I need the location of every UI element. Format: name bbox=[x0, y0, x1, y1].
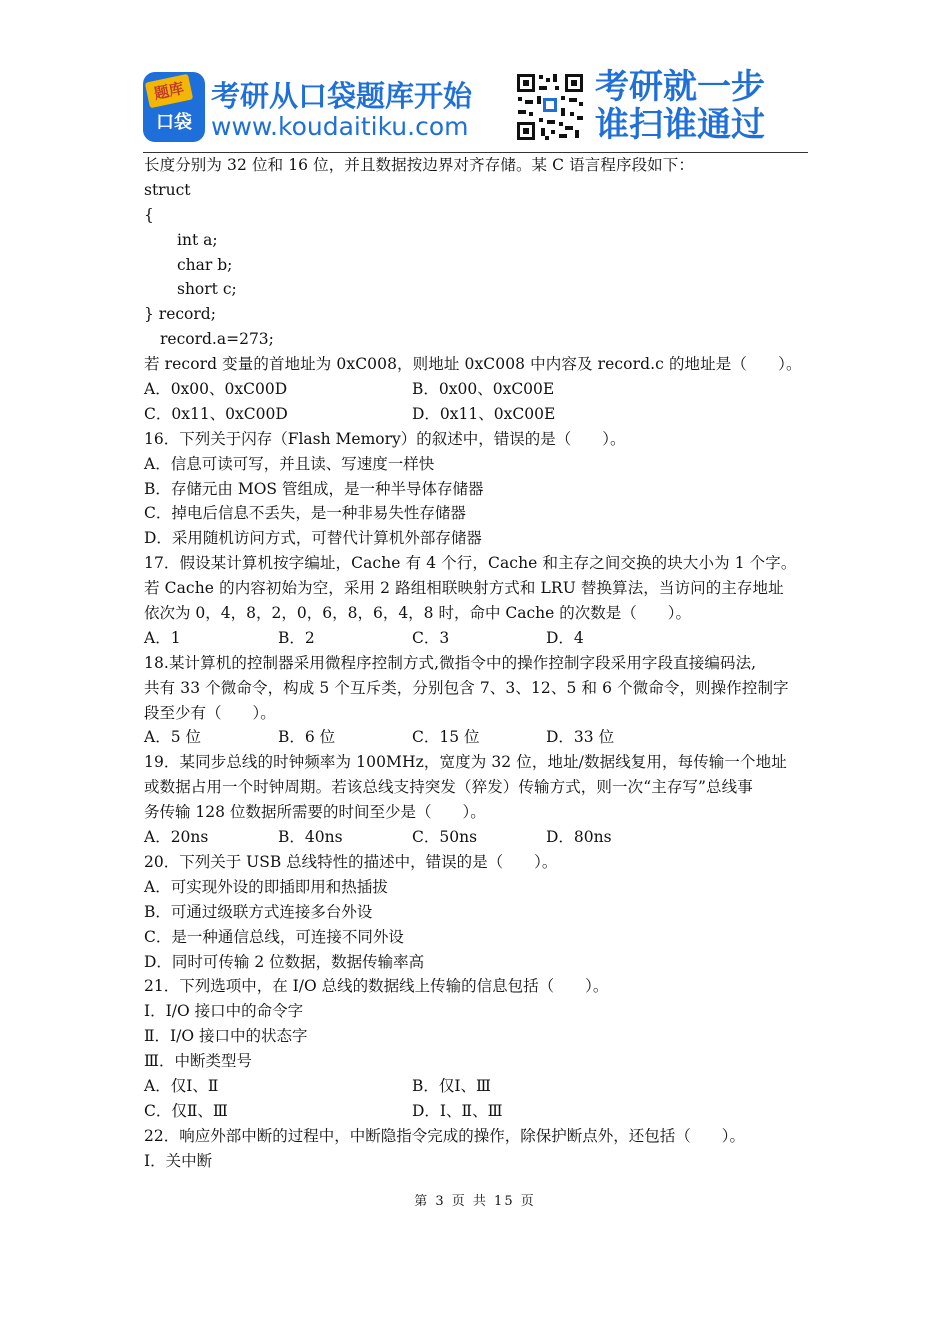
question-18-stem: 18.某计算机的控制器采用微程序控制方式,微指令中的操作控制字段采用字段直接编码法, bbox=[144, 653, 757, 672]
option-a: A．0x00、0xC00D bbox=[144, 380, 288, 399]
question-21-stem: 21．下列选项中，在 I/O 总线的数据线上传输的信息包括（ ）。 bbox=[144, 977, 609, 996]
code-line: char b; bbox=[177, 255, 233, 274]
question-18-options bbox=[144, 725, 814, 750]
option-a: A．1 bbox=[144, 628, 181, 647]
slogan-right-line2: 谁扫谁通过 bbox=[595, 105, 765, 145]
question-16-stem: 16．下列关于闪存（Flash Memory）的叙述中，错误的是（ ）。 bbox=[144, 429, 626, 448]
question-21-options-row2 bbox=[144, 1099, 814, 1124]
statement-i: Ⅰ．I/O 接口中的命令字 bbox=[144, 1002, 304, 1021]
option-c: C．是一种通信总线，可连接不同外设 bbox=[144, 927, 404, 946]
qr-code-icon bbox=[515, 72, 585, 142]
option-d: D．0x11、0xC00E bbox=[412, 404, 556, 423]
option-b: B．存储元由 MOS 管组成，是一种半导体存储器 bbox=[144, 479, 484, 498]
option-d: D．Ⅰ、Ⅱ、Ⅲ bbox=[412, 1101, 503, 1120]
code-line: { bbox=[144, 205, 154, 224]
option-b: B．6 位 bbox=[278, 728, 336, 747]
statement-ii: Ⅱ．I/O 接口中的状态字 bbox=[144, 1027, 308, 1046]
option-a: A．可实现外设的即插即用和热插拔 bbox=[144, 877, 388, 896]
slogan-right bbox=[595, 68, 765, 144]
option-d: D．同时可传输 2 位数据，数据传输率高 bbox=[144, 952, 425, 971]
code-line: short c; bbox=[177, 280, 237, 299]
option-b: B．仅Ⅰ、Ⅲ bbox=[412, 1076, 491, 1095]
question-15-options-row2 bbox=[144, 402, 814, 427]
option-c: C．仅Ⅱ、Ⅲ bbox=[144, 1101, 228, 1120]
option-a: A．5 位 bbox=[144, 728, 201, 747]
code-line: record.a=273; bbox=[160, 330, 274, 349]
question-15-stem: 若 record 变量的首地址为 0xC008，则地址 0xC008 中内容及 record.c 的地址是（ ）。 bbox=[144, 355, 802, 374]
statement-iii: Ⅲ．中断类型号 bbox=[144, 1052, 252, 1071]
question-19-options bbox=[144, 825, 814, 850]
code-line: int a; bbox=[177, 230, 218, 249]
question-22-stem: 22．响应外部中断的过程中，中断隐指令完成的操作，除保护断点外，还包括（ ）。 bbox=[144, 1126, 745, 1145]
code-line: struct bbox=[144, 180, 191, 199]
option-d: D．80ns bbox=[546, 828, 612, 847]
koudai-logo bbox=[143, 72, 205, 142]
logo-tag: 题库 bbox=[145, 74, 193, 109]
page-number: 第 3 页 共 15 页 bbox=[414, 1194, 536, 1209]
option-d: D．采用随机访问方式，可替代计算机外部存储器 bbox=[144, 529, 482, 548]
option-c: C．0x11、0xC00D bbox=[144, 404, 288, 423]
question-20-stem: 20．下列关于 USB 总线特性的描述中，错误的是（ ）。 bbox=[144, 852, 558, 871]
question-17-stem: 若 Cache 的内容初始为空，采用 2 路组相联映射方式和 LRU 替换算法，当访问的主存地址 bbox=[144, 579, 784, 598]
option-c: C．掉电后信息不丢失，是一种非易失性存储器 bbox=[144, 504, 466, 523]
statement-i: I．关中断 bbox=[144, 1151, 213, 1170]
option-b: B．40ns bbox=[278, 828, 343, 847]
option-a: A．信息可读可写，并且读、写速度一样快 bbox=[144, 454, 435, 473]
option-b: B．2 bbox=[278, 628, 315, 647]
slogan-right-line1: 考研就一步 bbox=[595, 67, 765, 107]
question-19-stem: 务传输 128 位数据所需要的时间至少是（ ）。 bbox=[144, 803, 486, 822]
option-a: A．仅Ⅰ、Ⅱ bbox=[144, 1076, 219, 1095]
question-17-stem: 17．假设某计算机按字编址，Cache 有 4 个行，Cache 和主存之间交换的块大小为 1 个字。 bbox=[144, 554, 797, 573]
option-a: A．20ns bbox=[144, 828, 209, 847]
text-line: 长度分别为 32 位和 16 位，并且数据按边界对齐存储。某 C 语言程序段如下： bbox=[144, 156, 694, 174]
option-c: C．50ns bbox=[412, 828, 478, 847]
page-header bbox=[143, 68, 808, 152]
question-18-stem: 段至少有（ ）。 bbox=[144, 703, 276, 722]
question-19-stem: 或数据占用一个时钟周期。若该总线支持突发（猝发）传输方式，则一次“主存写”总线事 bbox=[144, 778, 753, 797]
brand-url: www.koudaitiku.com bbox=[211, 112, 469, 141]
option-c: C．3 bbox=[412, 628, 450, 647]
question-17-options bbox=[144, 626, 814, 651]
question-18-stem: 共有 33 个微命令，构成 5 个互斥类，分别包含 7、3、12、5 和 6 个微命令，则操作控制字 bbox=[144, 678, 789, 697]
question-19-stem: 19．某同步总线的时钟频率为 100MHz，宽度为 32 位，地址/数据线复用，每传输一个地址 bbox=[144, 753, 787, 772]
logo-bag-text: 口袋 bbox=[156, 112, 192, 133]
option-c: C．15 位 bbox=[412, 728, 480, 747]
question-21-options-row1 bbox=[144, 1074, 814, 1099]
question-15-options-row1 bbox=[144, 377, 814, 402]
question-17-stem: 依次为 0，4，8，2，0，6，8，6，4，8 时，命中 Cache 的次数是（ ）。 bbox=[144, 604, 692, 623]
option-b: B．0x00、0xC00E bbox=[412, 380, 555, 399]
brand-slogan: 考研从口袋题库开始 bbox=[211, 79, 473, 113]
document-body bbox=[144, 153, 814, 1174]
option-d: D．33 位 bbox=[546, 728, 615, 747]
option-b: B．可通过级联方式连接多台外设 bbox=[144, 902, 373, 921]
code-line: } record; bbox=[144, 305, 216, 324]
option-d: D．4 bbox=[546, 628, 584, 647]
